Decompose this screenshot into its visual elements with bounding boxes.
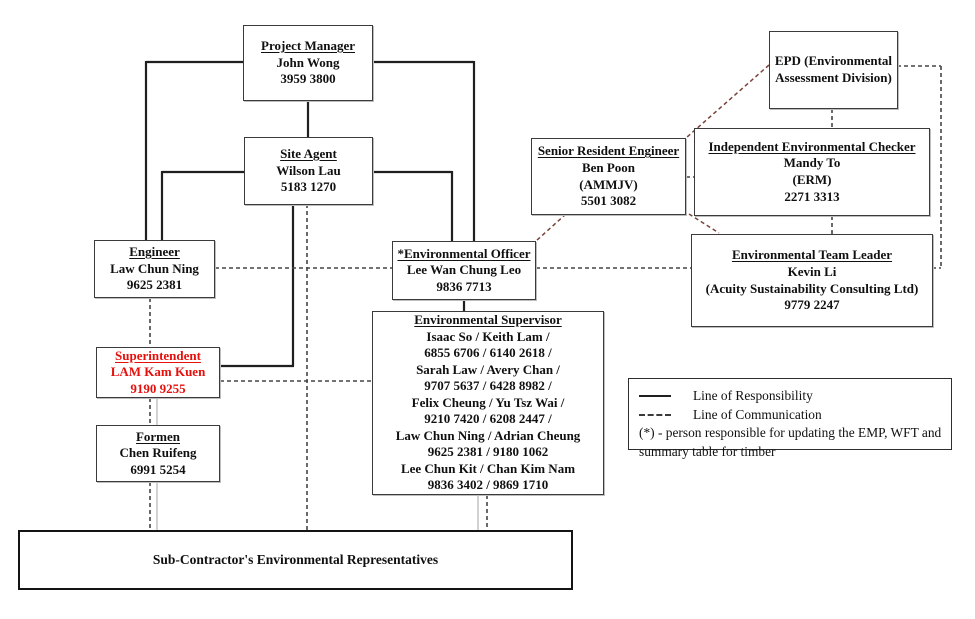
box-line: Sub-Contractor's Environmental Representatives bbox=[152, 552, 439, 568]
box-lines bbox=[111, 364, 206, 397]
box-line: 3959 3800 bbox=[280, 71, 336, 87]
box-lines bbox=[120, 445, 197, 478]
box-line: 6855 6706 / 6140 2618 / bbox=[424, 345, 552, 361]
box-lines bbox=[407, 262, 521, 295]
box-title: Superintendent bbox=[115, 347, 201, 363]
box-title: Formen bbox=[135, 428, 181, 444]
box-lines bbox=[579, 160, 637, 210]
box-line: 6991 5254 bbox=[130, 461, 186, 477]
legend-communication-label: Line of Communication bbox=[693, 406, 822, 422]
box-line: Assessment Division) bbox=[775, 70, 892, 85]
legend-responsibility-label: Line of Responsibility bbox=[693, 387, 813, 403]
box-line: 2271 3313 bbox=[784, 188, 840, 204]
box-lines bbox=[153, 551, 438, 568]
box-line: 9836 3402 / 9869 1710 bbox=[427, 477, 549, 493]
box-line: 9625 2381 / 9180 1062 bbox=[427, 444, 549, 460]
box-line: (ERM) bbox=[792, 172, 832, 187]
box-line: Ben Poon bbox=[581, 159, 636, 175]
box-line: (Acuity Sustainability Consulting Ltd) bbox=[705, 280, 919, 296]
box-line: Lee Wan Chung Leo bbox=[406, 262, 522, 278]
dashed-line-sample bbox=[639, 414, 671, 416]
box-title: Environmental Team Leader bbox=[731, 247, 893, 263]
box-project-manager bbox=[243, 25, 373, 101]
box-superintendent bbox=[96, 347, 220, 398]
box-lines bbox=[784, 155, 841, 205]
box-line: 5501 3082 bbox=[580, 193, 637, 209]
legend-note-line1: (*) - person responsible for updating the EMP, WFT and bbox=[639, 425, 942, 440]
box-senior-resident-engineer bbox=[531, 138, 686, 215]
box-site-agent bbox=[244, 137, 373, 205]
box-formen bbox=[96, 425, 220, 482]
box-line: EPD (Environmental bbox=[774, 53, 893, 69]
box-line: Law Chun Ning bbox=[110, 260, 199, 276]
box-line: Kevin Li bbox=[787, 263, 837, 279]
box-epd bbox=[769, 31, 898, 109]
solid-line-sample bbox=[639, 395, 671, 397]
box-title: Environmental Supervisor bbox=[414, 312, 562, 328]
box-line: Law Chun Ning / Adrian Cheung bbox=[395, 427, 581, 443]
box-line: Lee Chun Kit / Chan Kim Nam bbox=[400, 460, 576, 476]
box-engineer bbox=[94, 240, 215, 298]
box-title: *Environmental Officer bbox=[397, 245, 531, 261]
box-line: 5183 1270 bbox=[280, 179, 337, 195]
box-line: 9210 7420 / 6208 2447 / bbox=[424, 411, 552, 427]
legend-note-line2: summary table for timber bbox=[639, 443, 776, 459]
box-title: Engineer bbox=[129, 244, 180, 260]
box-title: Site Agent bbox=[280, 146, 337, 162]
legend-note bbox=[639, 424, 942, 461]
legend bbox=[628, 378, 952, 459]
box-environmental-supervisor bbox=[372, 311, 604, 495]
legend-row-responsibility bbox=[639, 386, 942, 405]
box-line: 9836 7713 bbox=[436, 278, 492, 294]
box-line: Isaac So / Keith Lam / bbox=[426, 328, 550, 344]
box-line: Sarah Law / Avery Chan / bbox=[416, 361, 560, 377]
box-line: LAM Kam Kuen bbox=[110, 364, 206, 380]
box-title: Project Manager bbox=[261, 38, 355, 54]
box-line: 9707 5637 / 6428 8982 / bbox=[424, 378, 552, 394]
box-line: 9625 2381 bbox=[126, 277, 183, 293]
box-line: Wilson Lau bbox=[276, 162, 341, 178]
box-lines bbox=[775, 53, 892, 86]
box-sub-contractor-representatives bbox=[18, 530, 573, 590]
box-line: 9190 9255 bbox=[130, 380, 186, 396]
box-environmental-team-leader bbox=[691, 234, 933, 327]
box-title: Independent Environmental Checker bbox=[708, 138, 916, 154]
box-title: Senior Resident Engineer bbox=[537, 143, 680, 159]
box-line: Chen Ruifeng bbox=[119, 445, 197, 461]
legend-row-communication bbox=[639, 405, 942, 424]
box-line: John Wong bbox=[276, 54, 340, 70]
box-lines bbox=[276, 163, 340, 196]
box-lines bbox=[110, 261, 199, 294]
box-line: Mandy To bbox=[783, 155, 841, 171]
box-lines bbox=[277, 55, 340, 88]
box-line: 9779 2247 bbox=[784, 297, 840, 313]
box-lines bbox=[706, 264, 919, 314]
box-lines bbox=[396, 329, 581, 494]
box-independent-environmental-checker bbox=[694, 128, 930, 216]
box-line: (AMMJV) bbox=[579, 176, 638, 192]
box-environmental-officer bbox=[392, 241, 536, 300]
box-line: Felix Cheung / Yu Tsz Wai / bbox=[411, 394, 565, 410]
